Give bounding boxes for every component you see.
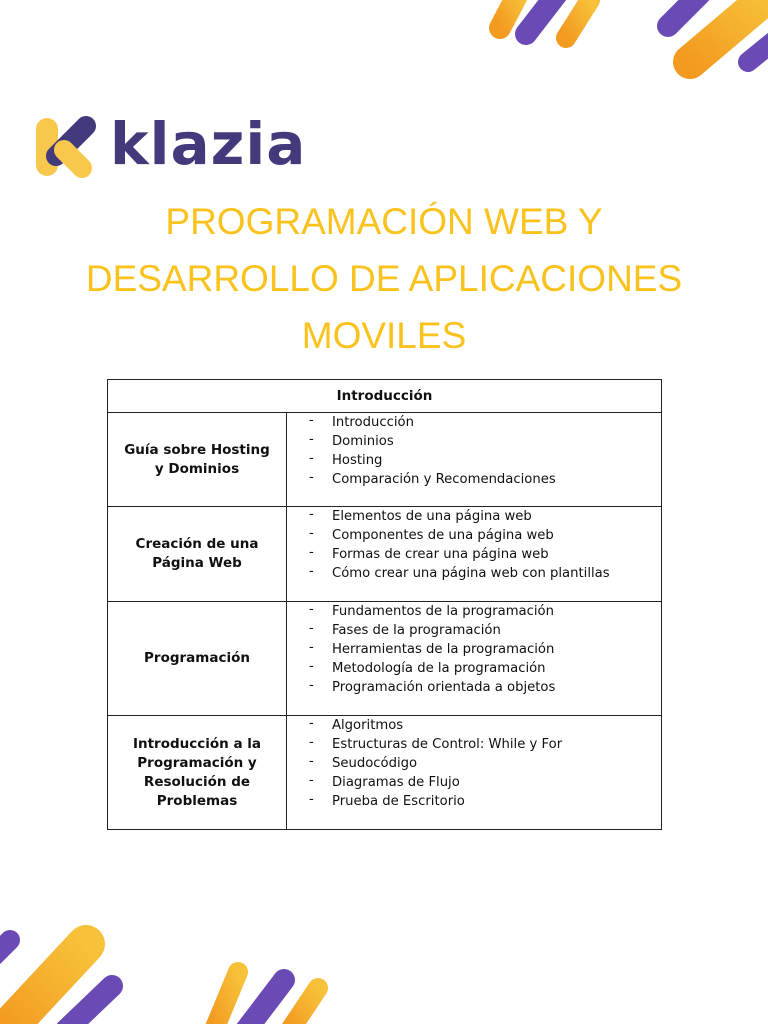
list-item: - Estructuras de Control: While y For	[309, 735, 661, 754]
list-item: - Diagramas de Flujo	[309, 773, 661, 792]
stripe-orange	[290, 988, 318, 1024]
list-item: - Prueba de Escritorio	[309, 792, 661, 811]
stripe-purple	[748, 36, 768, 62]
item-list	[287, 602, 661, 697]
list-item: - Hosting	[309, 451, 661, 470]
list-item: - Algoritmos	[309, 716, 661, 735]
items-cell	[287, 507, 662, 602]
list-item: - Comparación y Recomendaciones	[309, 470, 661, 489]
list-item: - Fundamentos de la programación	[309, 602, 661, 621]
stripe-purple	[668, 0, 700, 26]
title-line-2: DESARROLLO DE APLICACIONES	[85, 258, 683, 299]
stripe-purple	[66, 986, 112, 1024]
list-item: - Elementos de una página web	[309, 507, 661, 526]
title-line-1: PROGRAMACIÓN WEB Y	[165, 201, 603, 242]
item-list	[287, 507, 661, 583]
list-item: - Formas de crear una página web	[309, 545, 661, 564]
table-header: Introducción	[108, 380, 662, 413]
list-item: - Herramientas de la programación	[309, 640, 661, 659]
syllabus-table	[107, 379, 662, 830]
table-row	[108, 413, 662, 507]
logo-stroke-yellow	[64, 150, 82, 168]
topic-cell: Creación de una Página Web	[108, 507, 287, 602]
list-item: - Cómo crear una página web con plantillas	[309, 564, 661, 583]
list-item: - Seudocódigo	[309, 754, 661, 773]
table-row	[108, 602, 662, 716]
topic-cell: Introducción a la Programación y Resolución de Problemas	[108, 716, 287, 830]
list-item: - Componentes de una página web	[309, 526, 661, 545]
title-line-3: MOVILES	[301, 315, 467, 356]
items-cell	[287, 413, 662, 507]
stripe-purple	[526, 0, 560, 34]
list-item: - Fases de la programación	[309, 621, 661, 640]
list-item: - Dominios	[309, 432, 661, 451]
stripe-orange	[566, 0, 590, 38]
table-row	[108, 716, 662, 830]
item-list	[287, 716, 661, 811]
stripe-orange	[500, 0, 520, 28]
list-item: - Introducción	[309, 413, 661, 432]
stripe-purple	[246, 980, 284, 1024]
topic-cell: Guía sobre Hosting y Dominios	[108, 413, 287, 507]
stripe-orange	[214, 972, 238, 1024]
items-cell	[287, 716, 662, 830]
stripe-purple	[0, 940, 10, 960]
list-item: - Metodología de la programación	[309, 659, 661, 678]
items-cell	[287, 602, 662, 716]
brand-wordmark: klazia	[110, 110, 307, 178]
page-title	[60, 193, 708, 364]
topic-cell: Programación	[108, 602, 287, 716]
list-item: - Programación orientada a objetos	[309, 678, 661, 697]
table-row	[108, 507, 662, 602]
item-list	[287, 413, 661, 489]
